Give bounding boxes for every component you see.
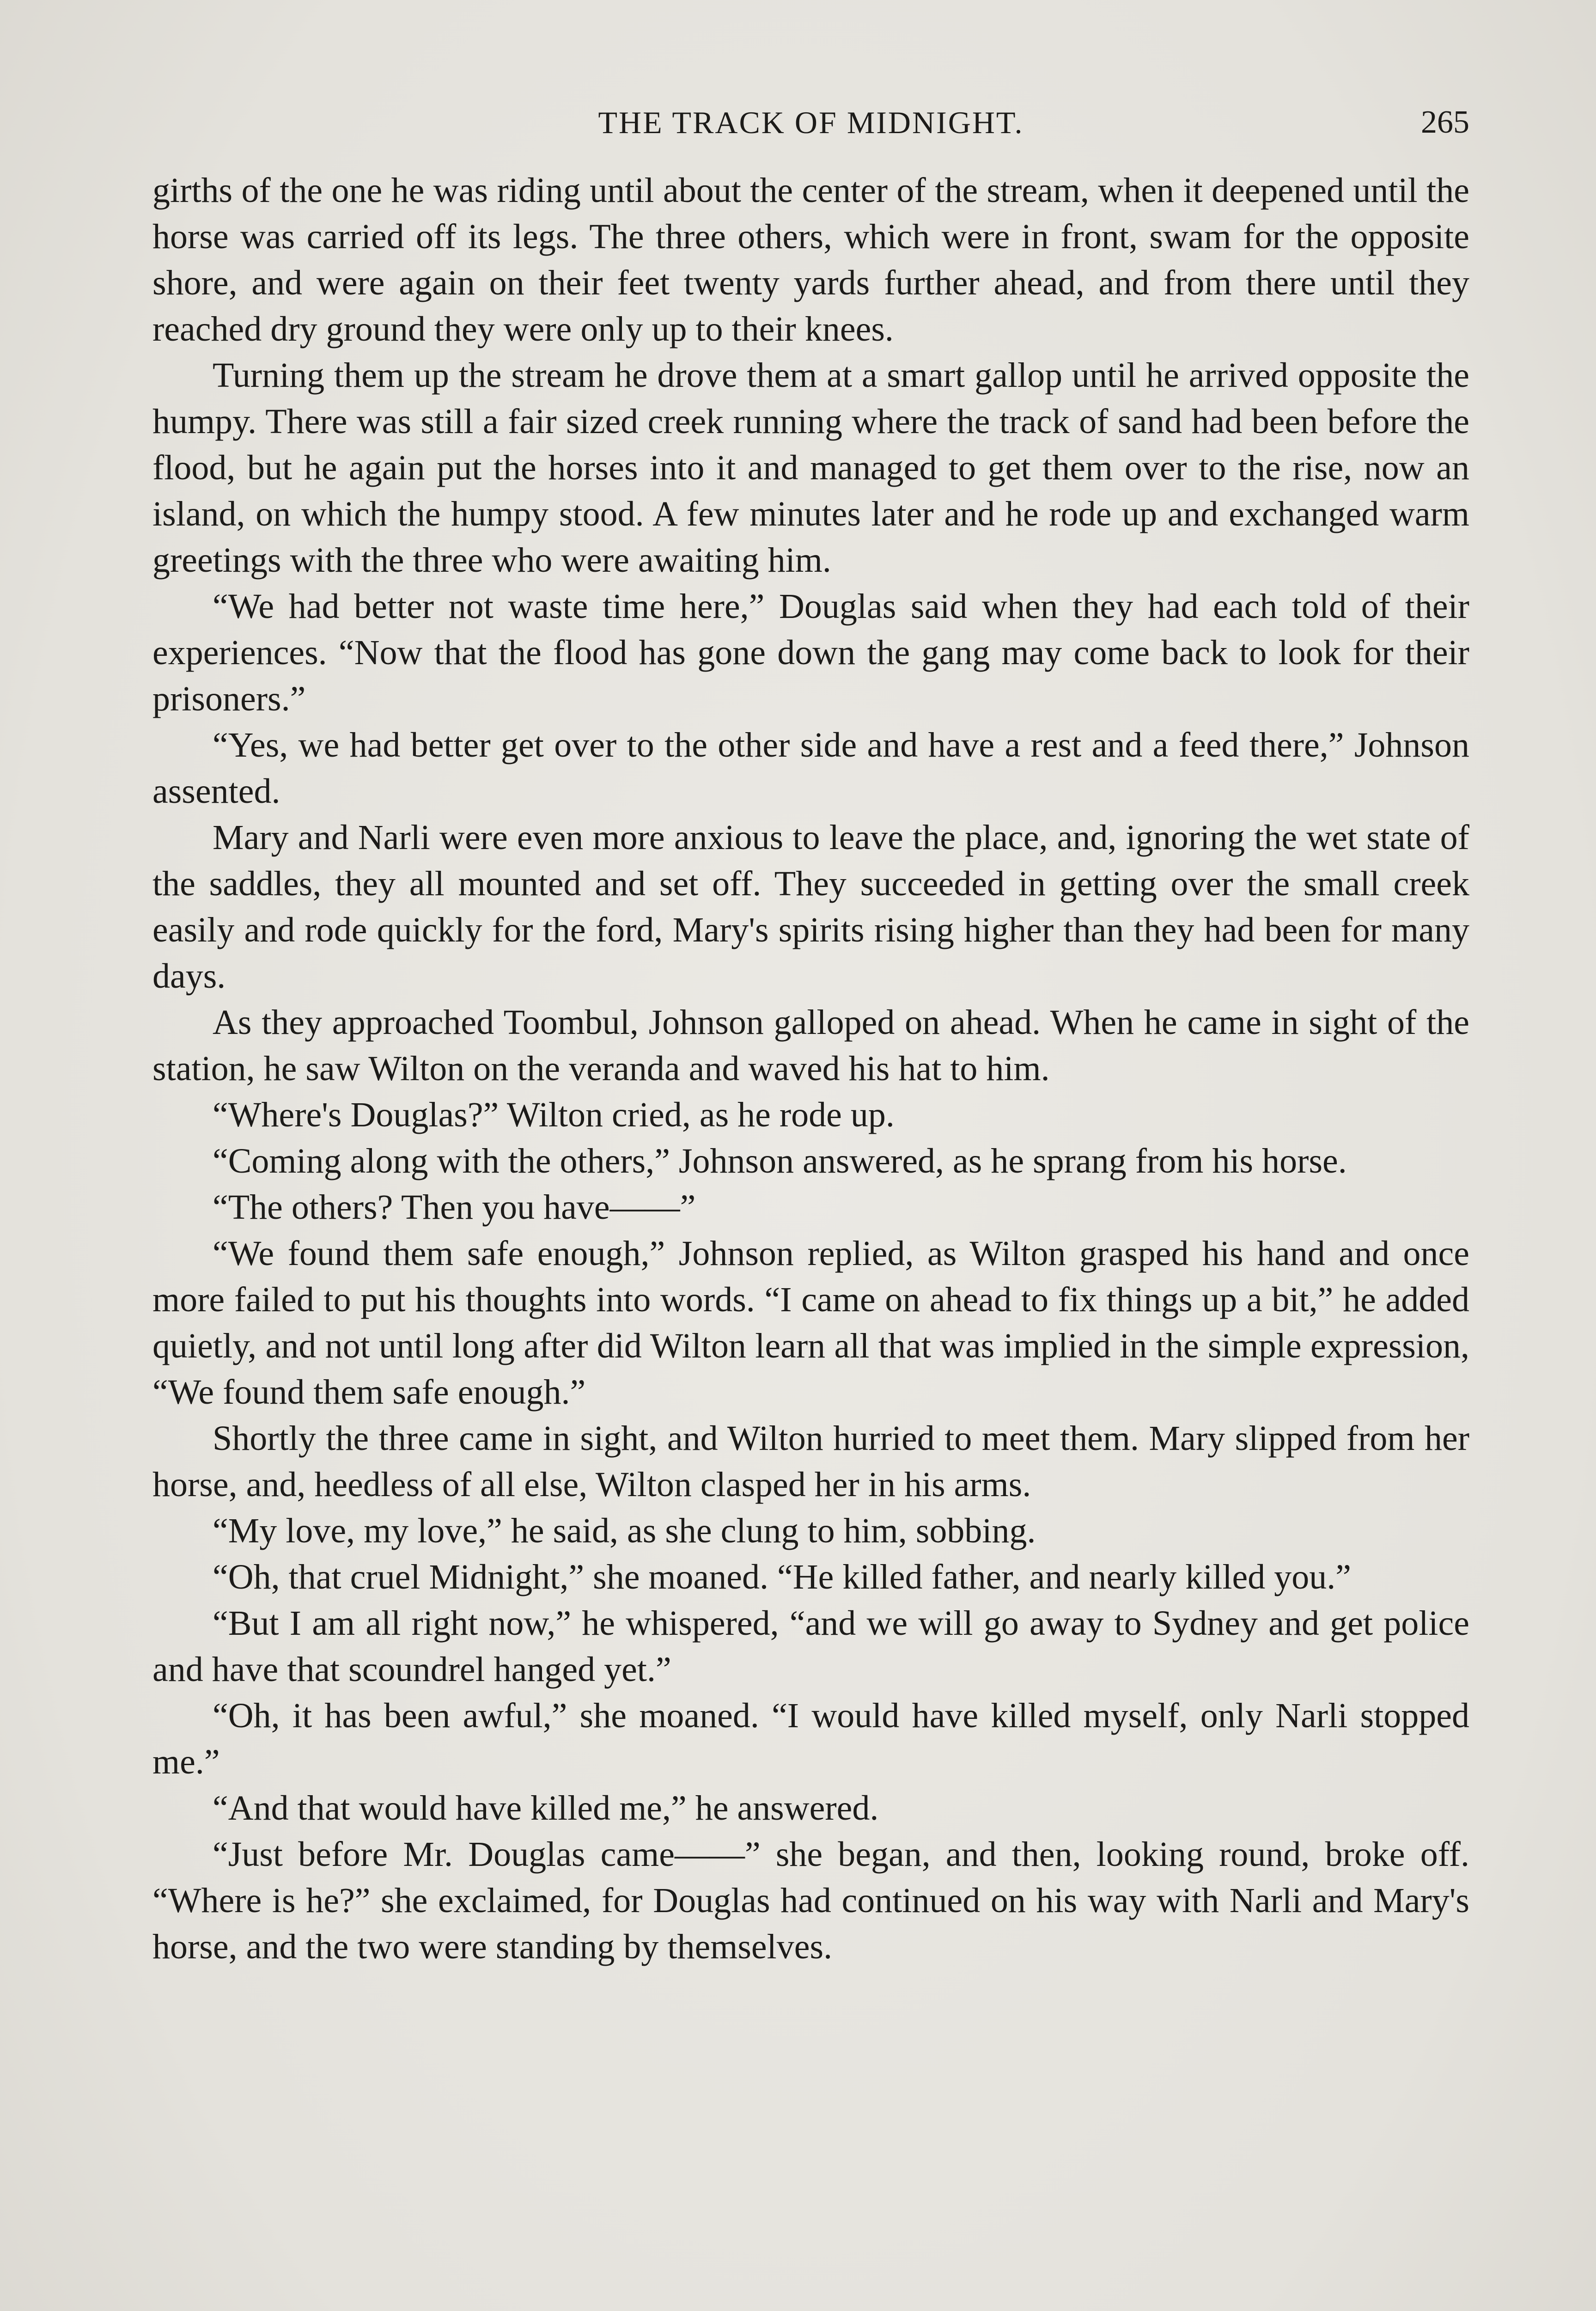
paragraph: Shortly the three came in sight, and Wilton hurried to meet them. Mary slipped from her horse, and, heedless of all else, Wilton clasped her in his arms.: [152, 1419, 1469, 1504]
running-head: [152, 97, 1469, 148]
body-text: [152, 167, 1469, 1970]
paragraph: “Coming along with the others,” Johnson answered, as he sprang from his horse.: [213, 1142, 1347, 1180]
paragraph: Turning them up the stream he drove them at a smart gallop until he arrived opposite the humpy. There was still a fair sized creek running where the track of sand had been before the flood, but he again put the horses into it and managed to get them over to the rise, now an island, on which the humpy stood. A few minutes later and he rode up and exchanged warm greetings with the three who were awaiting him.: [152, 356, 1469, 580]
paragraph: girths of the one he was riding until about the center of the stream, when it deepened until the horse was carried off its legs. The three others, which were in front, swam for the opposite shore, and were again on their feet twenty yards further ahead, and from there until they reached dry ground they were only up to their knees.: [152, 171, 1469, 348]
paragraph: Mary and Narli were even more anxious to leave the place, and, ignoring the wet state of the saddles, they all mounted and set off. They succeeded in getting over the small creek easily and rode quickly for the ford, Mary's spirits rising higher than they had been for many days.: [152, 818, 1469, 996]
paragraph: “Just before Mr. Douglas came——” she began, and then, looking round, broke off. “Where is he?” she exclaimed, for Douglas had continued on his way with Narli and Mary's horse, and the two were standing by themselves.: [152, 1835, 1469, 1966]
paragraph: “We found them safe enough,” Johnson replied, as Wilton grasped his hand and once more failed to put his thoughts into words. “I came on ahead to fix things up a bit,” he added quietly, and not until long after did Wilton learn all that was implied in the simple expression, “We found them safe enough.”: [152, 1234, 1469, 1412]
paragraph: “But I am all right now,” he whispered, “and we will go away to Sydney and get police and have that scoundrel hanged yet.”: [152, 1604, 1469, 1689]
page-number: 265: [1421, 104, 1469, 140]
paragraph: “Yes, we had better get over to the other side and have a rest and a feed there,” Johnson assented.: [152, 726, 1469, 811]
paragraph: “We had better not waste time here,” Douglas said when they had each told of their experiences. “Now that the flood has gone down the gang may come back to look for their prisoners.”: [152, 587, 1469, 718]
paragraph: As they approached Toombul, Johnson galloped on ahead. When he came in sight of the station, he saw Wilton on the veranda and waved his hat to him.: [152, 1003, 1469, 1088]
paragraph: “Oh, it has been awful,” she moaned. “I would have killed myself, only Narli stopped me.”: [152, 1696, 1469, 1781]
paragraph: “The others? Then you have——”: [213, 1188, 696, 1227]
running-title: THE TRACK OF MIDNIGHT.: [598, 105, 1024, 140]
paragraph: “Where's Douglas?” Wilton cried, as he rode up.: [213, 1095, 895, 1134]
paragraph: “And that would have killed me,” he answered.: [213, 1789, 879, 1828]
paragraph: “My love, my love,” he said, as she clung to him, sobbing.: [213, 1511, 1036, 1550]
paragraph: “Oh, that cruel Midnight,” she moaned. “He killed father, and nearly killed you.”: [213, 1558, 1352, 1596]
